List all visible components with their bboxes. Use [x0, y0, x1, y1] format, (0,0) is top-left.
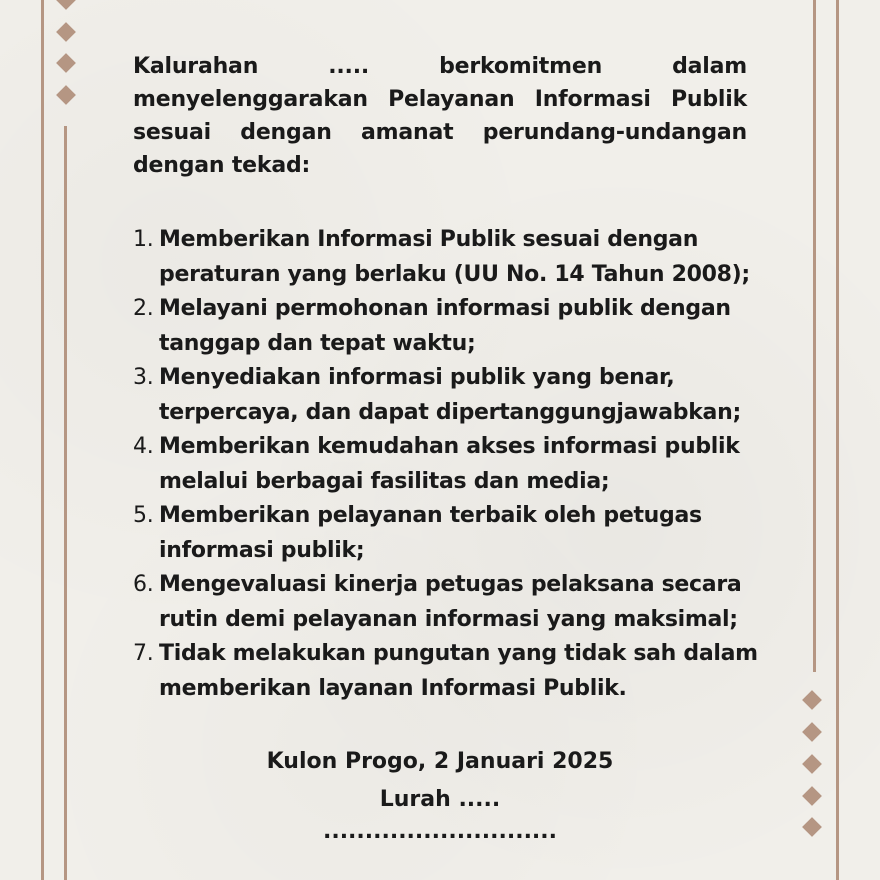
- list-item-text: Memberikan pelayanan terbaik oleh petugas: [159, 503, 702, 528]
- list-item-text: tanggap dan tepat waktu;: [159, 330, 476, 356]
- diamond-ornament: [56, 22, 76, 42]
- diamond-ornament: [56, 0, 76, 10]
- list-number: 4.: [133, 434, 154, 459]
- list-item-text: informasi publik;: [159, 537, 365, 563]
- list-item: [133, 361, 773, 430]
- diamond-ornament: [56, 85, 76, 105]
- signature-place-date: Kulon Progo, 2 Januari 2025: [266, 749, 614, 774]
- signature-name: ............................: [322, 819, 557, 844]
- list-item-text: Melayani permohonan informasi publik dengan: [159, 296, 731, 321]
- diamond-ornament: [802, 690, 822, 710]
- list-number: 3.: [133, 365, 154, 390]
- list-number: 5.: [133, 503, 154, 528]
- list-item: [133, 430, 773, 499]
- list-number: 2.: [133, 296, 154, 321]
- list-item-text: rutin demi pelayanan informasi yang maksimal;: [159, 606, 738, 632]
- list-item: [133, 499, 773, 568]
- signature-title: Lurah .....: [379, 787, 501, 812]
- right-inner-line: [813, 0, 816, 672]
- list-item: [133, 292, 773, 361]
- diamond-ornament: [56, 53, 76, 73]
- list-item-text: terpercaya, dan dapat dipertanggungjawabkan;: [159, 399, 741, 425]
- list-item: [133, 568, 773, 637]
- commitment-list: [133, 223, 773, 706]
- list-item-text: melalui berbagai fasilitas dan media;: [159, 468, 610, 494]
- diamond-ornament: [802, 722, 822, 742]
- list-item: [133, 223, 773, 292]
- list-item-text: Memberikan kemudahan akses informasi publik: [159, 434, 740, 459]
- list-item-text: memberikan layanan Informasi Publik.: [159, 675, 627, 701]
- list-number: 6.: [133, 572, 154, 597]
- intro-paragraph: Kalurahan ..... berkomitmen dalam menyelenggarakan Pelayanan Informasi Publik sesuai dengan amanat perundang-undangan dengan tekad:: [133, 54, 747, 178]
- list-number: 7.: [133, 641, 154, 666]
- list-item-text: Mengevaluasi kinerja petugas pelaksana secara: [159, 572, 742, 597]
- list-item-text: peraturan yang berlaku (UU No. 14 Tahun 2008);: [159, 261, 750, 287]
- list-item-text: Memberikan Informasi Publik sesuai dengan: [159, 227, 699, 252]
- list-item-text: Tidak melakukan pungutan yang tidak sah dalam: [159, 641, 758, 666]
- list-item: [133, 637, 773, 706]
- list-item-text: Menyediakan informasi publik yang benar,: [159, 365, 675, 390]
- list-number: 1.: [133, 227, 154, 252]
